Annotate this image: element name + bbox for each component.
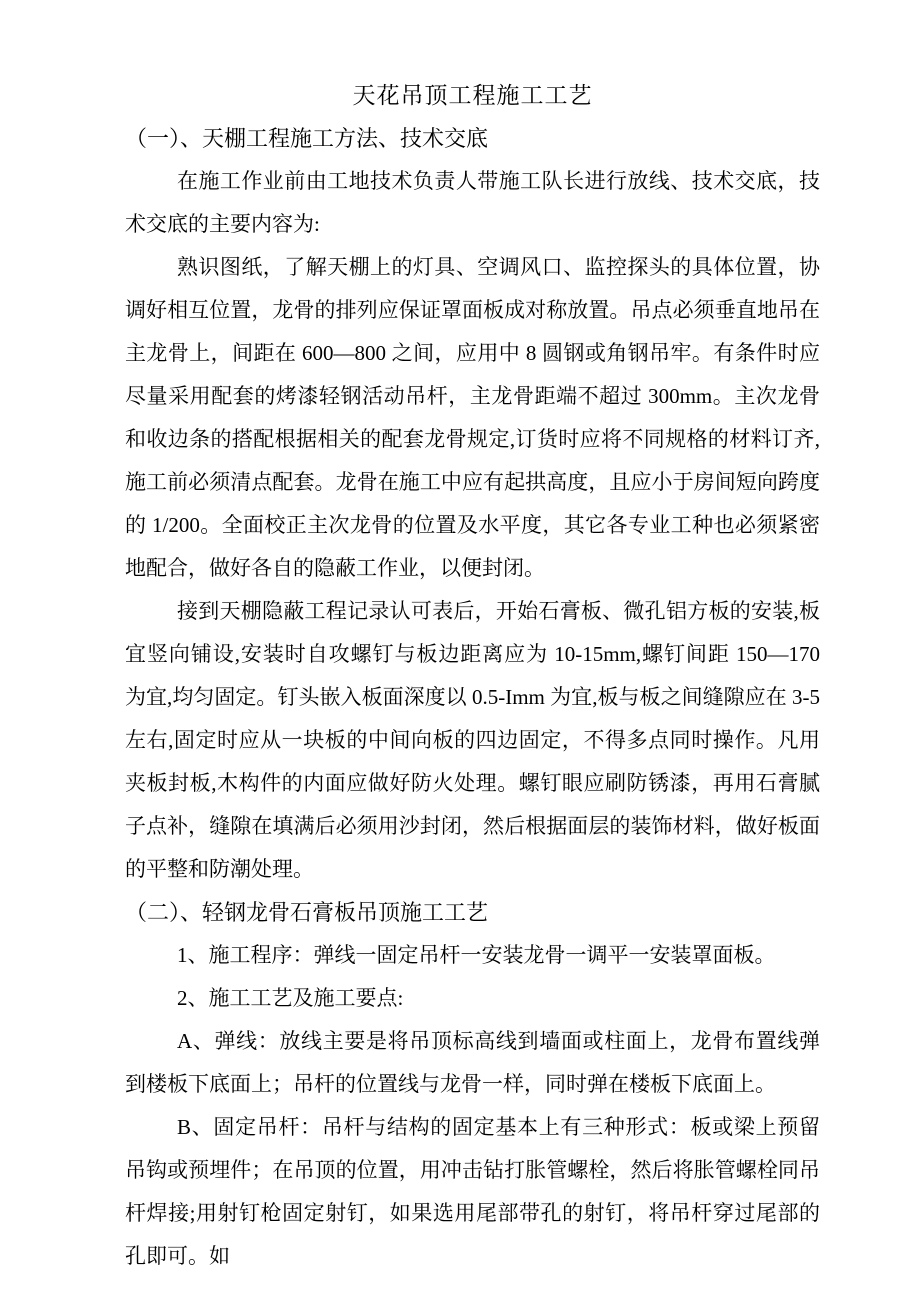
paragraph-item-1-procedure: 1、施工程序：弹线一固定吊杆一安装龙骨一调平一安装罩面板。 <box>177 943 776 967</box>
paragraph-drawing-familiarity: 熟识图纸，了解天棚上的灯具、空调风口、监控探头的具体位置，协调好相互位置，龙骨的排列应保证罩面板成对称放置。吊点必须垂直地吊在主龙骨上，间距在 600—800 之间，应用中 8 圆钢或角钢吊牢。有条件时应尽量采用配套的烤漆轻钢活动吊杆，主龙骨距端不超过 300mm。主次龙骨和收边条的搭配根据相关的配套龙骨规定,订货时应将不同规格的材料订齐,施工前必须清点配套。龙骨在施工中应有起拱高度，且应小于房间短向跨度的 1/200。全面校正主次龙骨的位置及水平度，其它各专业工种也必须紧密地配合，做好各自的隐蔽工作业，以便封闭。 <box>125 255 820 580</box>
paragraph-item-b-fix-hanger-rods: B、固定吊杆：吊杆与结构的固定基本上有三种形式：板或梁上预留吊钩或预埋件；在吊顶的位置，用冲击钻打胀管螺栓，然后将胀管螺栓同吊杆焊接;用射钉枪固定射钉，如果选用尾部带孔的射钉，将吊杆穿过尾部的孔即可。如 <box>125 1115 820 1268</box>
section-heading-1: （一）、天棚工程施工方法、技术交底 <box>125 126 489 151</box>
paragraph-board-installation: 接到天棚隐蔽工程记录认可表后，开始石膏板、微孔铝方板的安装,板宜竖向铺设,安装时自攻螺钉与板边距离应为 10-15mm,螺钉间距 150—170 为宜,均匀固定。钉头嵌入板面深度以 0.5-Imm 为宜,板与板之间缝隙应在 3-5 左右,固定时应从一块板的中间向板的四边固定，不得多点同时操作。凡用夹板封板,木构件的内面应做好防火处理。螺钉眼应刷防锈漆，再用石膏腻子点补，缝隙在填满后必须用沙封闭，然后根据面层的装饰材料，做好板面的平整和防潮处理。 <box>125 599 820 881</box>
paragraph-item-2-key-points: 2、施工工艺及施工要点: <box>177 986 404 1010</box>
document-title: 天花吊顶工程施工工艺 <box>352 83 593 108</box>
paragraph-intro: 在施工作业前由工地技术负责人带施工队长进行放线、技术交底，技术交底的主要内容为: <box>125 169 820 236</box>
section-heading-2: （二）、轻钢龙骨石膏板吊顶施工工艺 <box>125 900 489 925</box>
paragraph-item-a-snap-lines: A、弹线：放线主要是将吊顶标高线到墙面或柱面上，龙骨布置线弹到楼板下底面上；吊杆的位置线与龙骨一样，同时弹在楼板下底面上。 <box>125 1029 820 1096</box>
